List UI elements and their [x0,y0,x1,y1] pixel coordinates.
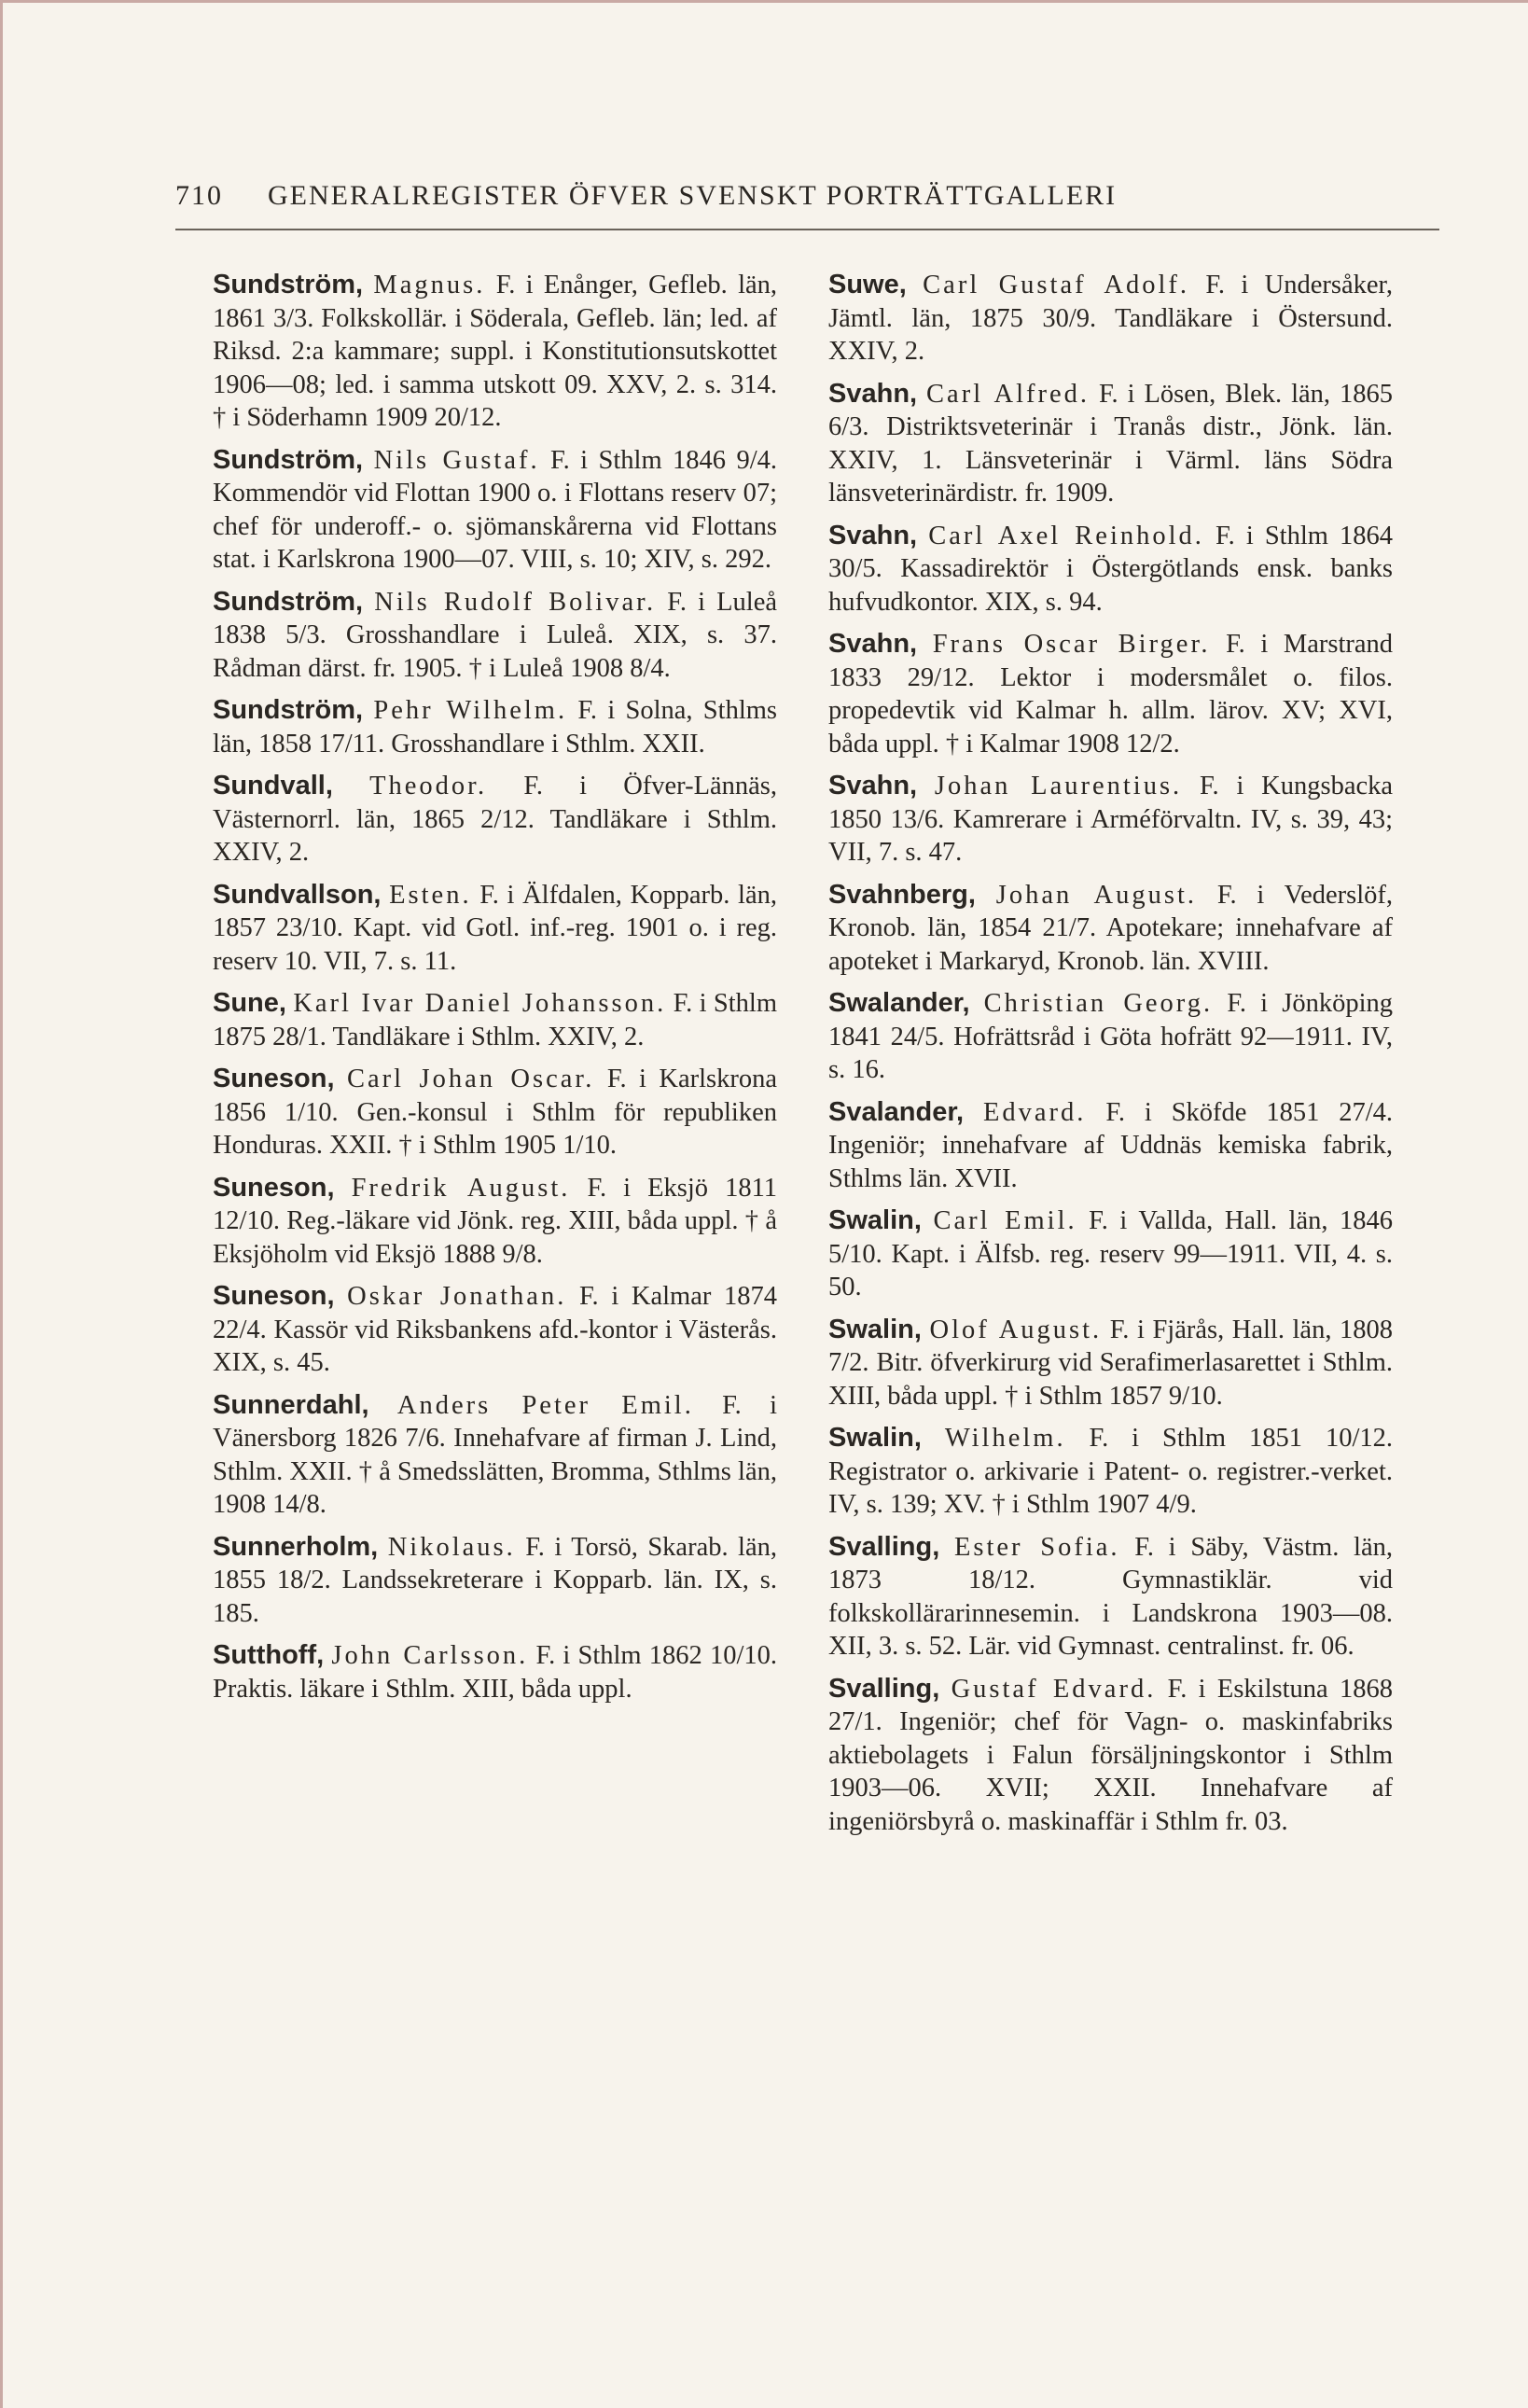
entry-surname: Sundström, [213,444,364,475]
register-entry [213,770,777,870]
entry-surname: Svahnberg, [828,879,976,910]
left-column [213,269,777,1715]
entry-surname: Sundström, [213,270,364,299]
entry-surname: Sundström, [213,695,364,725]
register-entry [213,586,777,686]
page-header [175,180,1439,212]
register-entry [213,987,777,1053]
entry-surname: Svahn, [828,520,918,550]
register-entry [213,879,777,979]
register-entry [828,378,1393,510]
entry-given-names: Olof August. [929,1315,1103,1344]
entry-surname: Svahn, [828,771,918,800]
entry-biography: F. i Kungsbacka 1850 13/6. Kamrerare i Arméförvaltn. IV, s. 39, 43; VII, 7. s. 47. [828,772,1394,867]
entry-given-names: Ester Sofia. [953,1532,1120,1562]
entry-biography: F. i Enånger, Gefleb. län, 1861 3/3. Folkskollär. i Söderala, Gefleb. län; led. af Riksd. 2:a kammare; suppl. i Konstitutionsutskottet 1906—08; led. i samma utskott 09. XXV, 2. s. 314. † i Söderhamn 1909 20/12. [213,271,778,432]
entry-surname: Sundvallson, [213,879,382,910]
entry-surname: Suwe, [828,270,907,299]
register-entry [213,269,777,435]
entry-given-names: Pehr Wilhelm. [373,696,568,725]
entry-surname: Svalling, [828,1531,940,1562]
entry-given-names: Nils Rudolf Bolivar. [374,587,657,617]
entry-biography: F. i Fjärås, Hall. län, 1808 7/2. Bitr. öfverkirurg vid Serafimerlasarettet i Sthlm. XIII, båda uppl. † i Sthlm 1857 9/10. [828,1315,1394,1411]
entry-given-names: Carl Alfred. [926,379,1090,409]
register-entry [828,987,1393,1087]
entry-surname: Suneson, [213,1172,335,1203]
register-entry [828,269,1393,369]
entry-surname: Sutthoff, [213,1640,325,1670]
entry-surname: Sundvall, [213,771,333,800]
entry-given-names: Carl Emil. [933,1206,1077,1235]
entry-given-names: Esten. [389,880,472,910]
register-entry [213,444,777,577]
entry-surname: Sune, [213,988,286,1018]
entry-surname: Swalin, [828,1423,922,1453]
entry-surname: Svalander, [828,1096,965,1127]
entry-biography: F. i Säby, Västm. län, 1873 18/12. Gymnastiklär. vid folkskollärarinnesemin. i Landskrona 1903—08. XII, 3. s. 52. Lär. vid Gymnast. centralinst. fr. 06. [828,1532,1393,1661]
entry-surname: Svahn, [828,378,918,409]
register-entry [828,1531,1393,1663]
page-number: 710 [175,180,223,211]
entry-biography: F. i Lösen, Blek. län, 1865 6/3. Distriktsveterinär i Tranås distr., Jönk. län. XXIV, 1. Länsveterinär i Värml. läns Södra länsveterinärdistr. fr. 1909. [828,379,1393,508]
entry-given-names: Carl Axel Reinhold. [928,521,1204,550]
entry-biography: F. i Solna, Sthlms län, 1858 17/11. Grosshandlare i Sthlm. XXII. [213,696,777,759]
entry-given-names: Edvard. [982,1097,1087,1127]
entry-surname: Svahn, [828,629,918,659]
register-entry [213,694,777,760]
register-entry [213,1063,777,1162]
entry-biography: F. i Jönköping 1841 24/5. Hofrättsråd i Göta hofrätt 92—1911. IV, s. 16. [828,989,1393,1084]
entry-biography: F. i Torsö, Skarab. län, 1855 18/2. Landssekreterare i Kopparb. län. IX, s. 185. [213,1532,778,1628]
entry-biography: F. i Sthlm 1875 28/1. Tandläkare i Sthlm. XXIV, 2. [213,989,777,1051]
register-entry [828,628,1393,760]
entry-biography: F. i Älfdalen, Kopparb. län, 1857 23/10. Kapt. vid Gotl. inf.-reg. 1901 o. i reg. reserv 10. VII, 7. s. 11. [213,880,777,976]
running-title: GENERALREGISTER ÖFVER SVENSKT PORTRÄTTGALLERI [268,180,1118,211]
entry-biography: F. i Sthlm 1862 10/10. Praktis. läkare i Sthlm. XIII, båda uppl. [213,1641,778,1704]
register-entry [828,1673,1393,1839]
right-column [828,269,1393,1847]
entry-surname: Swalander, [828,988,970,1018]
entry-surname: Sunnerholm, [213,1531,379,1562]
entry-biography: F. i Öfver-Lännäs, Västernorrl. län, 1865 2/12. Tandläkare i Sthlm. XXIV, 2. [213,772,778,867]
entry-surname: Sunnerdahl, [213,1389,369,1420]
entry-surname: Swalin, [828,1205,922,1235]
entry-given-names: Theodor. [369,772,488,800]
entry-biography: F. i Kalmar 1874 22/4. Kassör vid Riksbankens afd.-kontor i Västerås. XIX, s. 45. [213,1282,778,1377]
entry-biography: F. i Eskilstuna 1868 27/1. Ingeniör; chef för Vagn- o. maskinfabriks aktiebolagets i Falun försäljningskontor i Sthlm 1903—06. XVII; XXII. Innehafvare af ingeniörsbyrå o. maskinaffär i Sthlm fr. 03. [828,1674,1393,1836]
register-entry [213,1639,777,1705]
register-entry [828,770,1393,870]
register-entry [828,1096,1393,1196]
register-entry [828,520,1393,619]
entry-given-names: Carl Johan Oscar. [346,1065,595,1093]
entry-biography: F. i Undersåker, Jämtl. län, 1875 30/9. Tandläkare i Östersund. XXIV, 2. [828,271,1394,366]
entry-given-names: Gustaf Edvard. [951,1674,1157,1704]
entry-biography: F. i Sthlm 1864 30/5. Kassadirektör i Östergötlands ensk. banks hufvudkontor. XIX, s. 94. [828,521,1394,617]
register-entry [828,1204,1393,1304]
entry-given-names: Magnus. [373,271,486,299]
entry-given-names: Fredrik August. [351,1173,571,1203]
register-entry [213,1172,777,1272]
entry-given-names: Nils Gustaf. [373,445,540,475]
register-entry [828,1422,1393,1522]
entry-surname: Suneson, [213,1064,335,1093]
entry-biography: F. i Sköfde 1851 27/4. Ingeniör; innehafvare af Uddnäs kemiska fabrik, Sthlms län. XVII. [828,1097,1393,1193]
entry-given-names: Frans Oscar Birger. [932,630,1211,659]
entry-given-names: Wilhelm. [944,1424,1066,1453]
register-entry [828,1314,1393,1413]
register-entry [828,879,1393,979]
entry-biography: F. i Karlskrona 1856 1/10. Gen.-konsul i Sthlm för republiken Honduras. XXII. † i Sthlm 1905 1/10. [213,1065,778,1160]
entry-biography: F. i Luleå 1838 5/3. Grosshandlare i Luleå. XIX, s. 37. Rådman därst. fr. 1905. † i Luleå 1908 8/4. [213,587,777,683]
register-entry [213,1280,777,1380]
entry-given-names: Karl Ivar Daniel Johansson. [293,989,667,1018]
entry-biography: F. i Vederslöf, Kronob. län, 1854 21/7. Apotekare; innehafvare af apoteket i Markaryd, Kronob. län. XVIII. [828,880,1394,976]
entry-surname: Sundström, [213,586,364,617]
register-entry [213,1389,777,1522]
entry-biography: F. i Vallda, Hall. län, 1846 5/10. Kapt. i Älfsb. reg. reserv 99—1911. VII, 4. s. 50. [828,1206,1394,1301]
entry-surname: Swalin, [828,1314,922,1344]
entry-given-names: Christian Georg. [983,989,1214,1018]
entry-biography: F. i Sthlm 1851 10/12. Registrator o. arkivarie i Patent- o. registrer.-verket. IV, s. 139; XV. † i Sthlm 1907 4/9. [828,1424,1394,1519]
entry-biography: F. i Marstrand 1833 29/12. Lektor i modersmålet o. filos. propedevtik vid Kalmar h. allm. lärov. XV; XVI, båda uppl. † i Kalmar 1908 12/2. [828,630,1394,759]
entry-given-names: Oskar Jonathan. [347,1282,567,1311]
entry-surname: Suneson, [213,1281,335,1311]
entry-biography: F. i Eksjö 1811 12/10. Reg.-läkare vid Jönk. reg. XIII, båda uppl. † å Eksjöholm vid Eksjö 1888 9/8. [213,1173,778,1269]
entry-given-names: Anders Peter Emil. [396,1390,694,1420]
entry-given-names: Nikolaus. [387,1532,516,1562]
entry-given-names: John Carlsson. [331,1641,529,1670]
header-rule [175,229,1439,230]
entry-biography: F. i Vänersborg 1826 7/6. Innehafvare af firman J. Lind, Sthlm. XXII. † å Smedsslätten, Bromma, Sthlms län, 1908 14/8. [213,1390,777,1519]
entry-given-names: Johan Laurentius. [934,772,1183,800]
entry-given-names: Carl Gustaf Adolf. [923,271,1189,299]
entry-biography: F. i Sthlm 1846 9/4. Kommendör vid Flottan 1900 o. i Flottans reserv 07; chef för underoff.- o. sjömanskårerna vid Flottans stat. i Karlskrona 1900—07. VIII, s. 10; XIV, s. 292. [213,445,778,574]
entry-given-names: Johan August. [995,880,1198,910]
register-entry [213,1531,777,1631]
entry-surname: Svalling, [828,1673,940,1704]
